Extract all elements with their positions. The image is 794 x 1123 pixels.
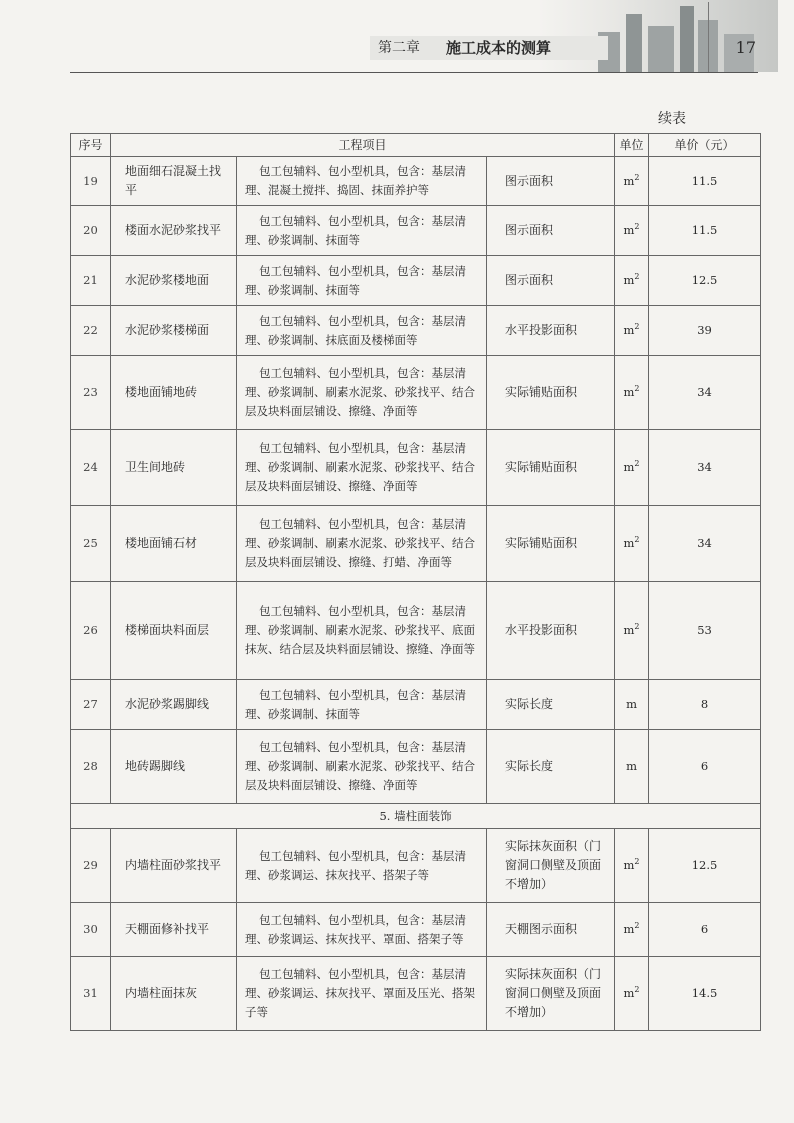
row-price: 53 [649,582,761,680]
row-desc: 包工包辅料、包小型机具，包含：基层清理、砂浆调制、刷素水泥浆、砂浆找平、结合层及块料面层铺设、擦缝、打蜡、净面等 [237,506,487,582]
row-name: 水泥砂浆楼梯面 [111,306,237,356]
row-price: 39 [649,306,761,356]
row-no: 25 [71,506,111,582]
row-rule: 图示面积 [487,256,615,306]
chapter-number: 第二章 [378,40,420,56]
row-no: 30 [71,903,111,957]
row-name: 水泥砂浆踢脚线 [111,680,237,730]
section-title: 5. 墙柱面装饰 [71,804,761,829]
row-no: 29 [71,829,111,903]
table-row [71,829,761,903]
row-desc: 包工包辅料、包小型机具，包含：基层清理、砂浆调运、抹灰找平、罩面、搭架子等 [237,903,487,957]
table-row [71,157,761,206]
col-header-unit: 单位 [615,134,649,157]
row-unit: $m^2$ [615,256,649,306]
chapter-title: 施工成本的测算 [446,39,552,57]
row-rule: 实际铺贴面积 [487,506,615,582]
row-no: 31 [71,957,111,1031]
row-price: 12.5 [649,256,761,306]
row-no: 21 [71,256,111,306]
row-unit: $m^2$ [615,506,649,582]
table-row [71,206,761,256]
row-desc: 包工包辅料、包小型机具，包含：基层清理、砂浆调制、抹底面及楼梯面等 [237,306,487,356]
row-unit: $m^2$ [615,829,649,903]
continued-label: 续表 [658,111,686,127]
row-name: 楼地面铺地砖 [111,356,237,430]
table-row [71,680,761,730]
row-unit: $m^2$ [615,430,649,506]
row-name: 楼面水泥砂浆找平 [111,206,237,256]
table-row [71,582,761,680]
row-rule: 实际铺贴面积 [487,356,615,430]
row-desc: 包工包辅料、包小型机具，包含：基层清理、砂浆调制、抹面等 [237,206,487,256]
row-rule: 图示面积 [487,206,615,256]
table-header-row [71,134,761,157]
header-divider [708,2,709,72]
row-rule: 水平投影面积 [487,582,615,680]
table-row [71,306,761,356]
row-desc: 包工包辅料、包小型机具，包含：基层清理、砂浆调制、抹面等 [237,256,487,306]
row-no: 19 [71,157,111,206]
page-number: 17 [735,38,756,57]
row-price: 34 [649,356,761,430]
table-row [71,957,761,1031]
row-unit: $m^2$ [615,582,649,680]
cost-table [70,133,761,1031]
table-row [71,730,761,804]
row-desc: 包工包辅料、包小型机具，包含：基层清理、混凝土搅拌、捣固、抹面养护等 [237,157,487,206]
row-rule: 实际抹灰面积（门窗洞口侧壁及顶面不增加） [487,829,615,903]
row-unit: $m^2$ [615,157,649,206]
row-price: 11.5 [649,206,761,256]
table-row [71,903,761,957]
row-desc: 包工包辅料、包小型机具，包含：基层清理、砂浆调制、刷素水泥浆、砂浆找平、结合层及块料面层铺设、擦缝、净面等 [237,430,487,506]
row-rule: 图示面积 [487,157,615,206]
table-row [71,356,761,430]
row-price: 14.5 [649,957,761,1031]
row-name: 楼地面铺石材 [111,506,237,582]
row-desc: 包工包辅料、包小型机具，包含：基层清理、砂浆调运、抹灰找平、罩面及压光、搭架子等 [237,957,487,1031]
row-rule: 水平投影面积 [487,306,615,356]
row-name: 地砖踢脚线 [111,730,237,804]
row-price: 34 [649,506,761,582]
row-rule: 实际抹灰面积（门窗洞口侧壁及顶面不增加） [487,957,615,1031]
row-desc: 包工包辅料、包小型机具，包含：基层清理、砂浆调制、抹面等 [237,680,487,730]
row-no: 26 [71,582,111,680]
row-price: 34 [649,430,761,506]
row-name: 卫生间地砖 [111,430,237,506]
table-row [71,506,761,582]
row-no: 24 [71,430,111,506]
row-name: 地面细石混凝土找平 [111,157,237,206]
row-name: 内墙柱面抹灰 [111,957,237,1031]
chapter-label [370,36,608,60]
row-desc: 包工包辅料、包小型机具，包含：基层清理、砂浆调制、刷素水泥浆、砂浆找平、底面抹灰、结合层及块料面层铺设、擦缝、净面等 [237,582,487,680]
row-rule: 实际长度 [487,730,615,804]
row-price: 11.5 [649,157,761,206]
table-row [71,430,761,506]
page-header [70,0,758,73]
row-name: 内墙柱面砂浆找平 [111,829,237,903]
row-rule: 天棚图示面积 [487,903,615,957]
section-row [71,804,761,829]
row-desc: 包工包辅料、包小型机具，包含：基层清理、砂浆调制、刷素水泥浆、砂浆找平、结合层及块料面层铺设、擦缝、净面等 [237,356,487,430]
row-no: 23 [71,356,111,430]
row-desc: 包工包辅料、包小型机具，包含：基层清理、砂浆调制、刷素水泥浆、砂浆找平、结合层及块料面层铺设、擦缝、净面等 [237,730,487,804]
row-rule: 实际长度 [487,680,615,730]
col-header-price: 单价（元） [649,134,761,157]
row-name: 楼梯面块料面层 [111,582,237,680]
row-price: 12.5 [649,829,761,903]
row-price: 6 [649,730,761,804]
row-name: 天棚面修补找平 [111,903,237,957]
table-row [71,256,761,306]
row-desc: 包工包辅料、包小型机具，包含：基层清理、砂浆调运、抹灰找平、搭架子等 [237,829,487,903]
row-no: 27 [71,680,111,730]
row-unit: $m^2$ [615,306,649,356]
row-unit: m [615,680,649,730]
row-unit: $m^2$ [615,957,649,1031]
row-unit: $m^2$ [615,903,649,957]
row-price: 6 [649,903,761,957]
row-unit: $m^2$ [615,356,649,430]
row-price: 8 [649,680,761,730]
col-header-project: 工程项目 [111,134,615,157]
row-unit: $m^2$ [615,206,649,256]
row-no: 22 [71,306,111,356]
row-no: 20 [71,206,111,256]
row-unit: m [615,730,649,804]
col-header-no: 序号 [71,134,111,157]
row-name: 水泥砂浆楼地面 [111,256,237,306]
row-rule: 实际铺贴面积 [487,430,615,506]
row-no: 28 [71,730,111,804]
